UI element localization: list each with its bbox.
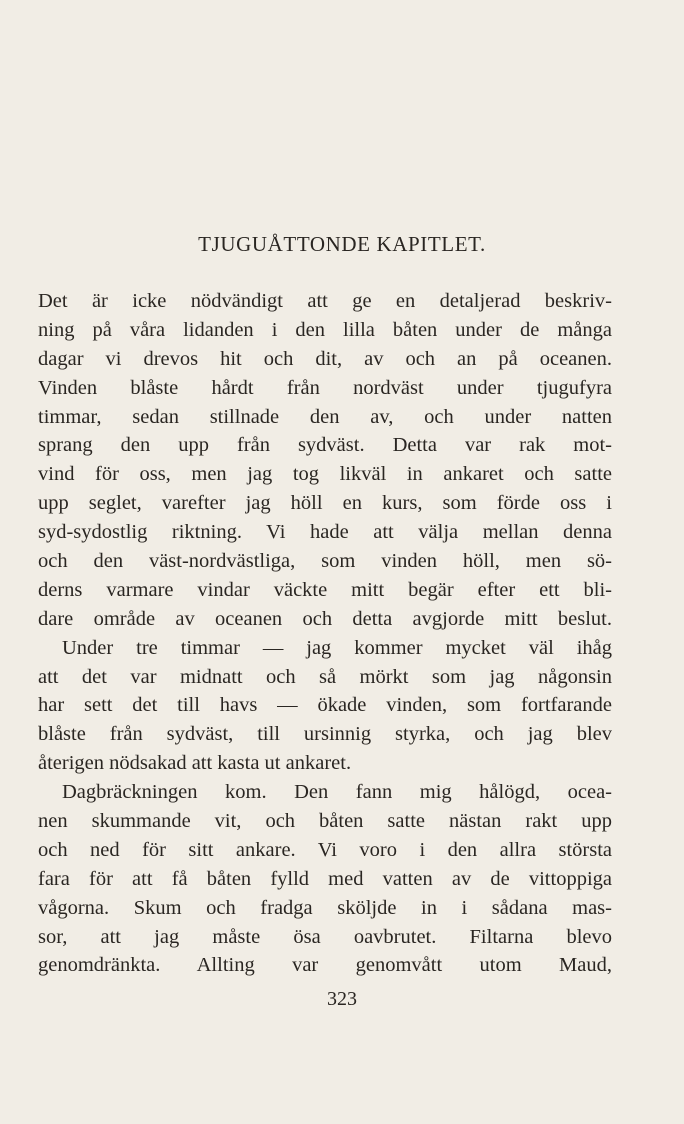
text-line: fara för att få båten fylld med vatten av de vittoppiga: [38, 867, 612, 890]
text-line: dagar vi drevos hit och dit, av och an på oceanen.: [38, 347, 612, 370]
text-line: blåste från sydväst, till ursinnig styrka, och jag blev: [38, 723, 612, 746]
text-line: återigen nödsakad att kasta ut ankaret.: [38, 752, 352, 775]
text-line: har sett det till havs — ökade vinden, som fortfarande: [38, 694, 612, 717]
text-line: syd-sydostlig riktning. Vi hade att välja mellan denna: [38, 521, 612, 544]
body-text: [38, 287, 612, 980]
text-line: och den väst-nordvästliga, som vinden höll, men sö-: [38, 550, 612, 573]
text-line: vind för oss, men jag tog likväl in ankaret och satte: [38, 463, 612, 486]
text-line: och ned för sitt ankare. Vi voro i den allra största: [38, 838, 612, 861]
text-line: dare område av oceanen och detta avgjorde mitt beslut.: [38, 607, 612, 630]
page-number: 323: [327, 988, 357, 1010]
text-line: timmar, sedan stillnade den av, och under natten: [38, 405, 612, 428]
text-line: sor, att jag måste ösa oavbrutet. Filtarna blevo: [38, 925, 612, 948]
text-line: nen skummande vit, och båten satte nästan rakt upp: [38, 810, 612, 833]
text-line: vågorna. Skum och fradga sköljde in i sådana mas-: [38, 896, 612, 919]
chapter-title: TJUGUÅTTONDE KAPITLET.: [198, 232, 486, 256]
text-line: Dagbräckningen kom. Den fann mig hålögd, ocea-: [62, 781, 612, 804]
text-line: ning på våra lidanden i den lilla båten under de många: [38, 318, 612, 341]
text-line: Vinden blåste hårdt från nordväst under tjugufyra: [38, 376, 612, 399]
text-line: genomdränkta. Allting var genomvått utom Maud,: [38, 954, 612, 977]
text-line: upp seglet, varefter jag höll en kurs, som förde oss i: [38, 492, 612, 515]
text-line: sprang den upp från sydväst. Detta var rak mot-: [38, 434, 612, 457]
text-line: Det är icke nödvändigt att ge en detaljerad beskriv-: [38, 290, 612, 312]
text-line: att det var midnatt och så mörkt som jag någonsin: [38, 665, 612, 688]
text-line: Under tre timmar — jag kommer mycket väl ihåg: [62, 636, 612, 659]
text-line: derns varmare vindar väckte mitt begär efter ett bli-: [38, 578, 612, 601]
